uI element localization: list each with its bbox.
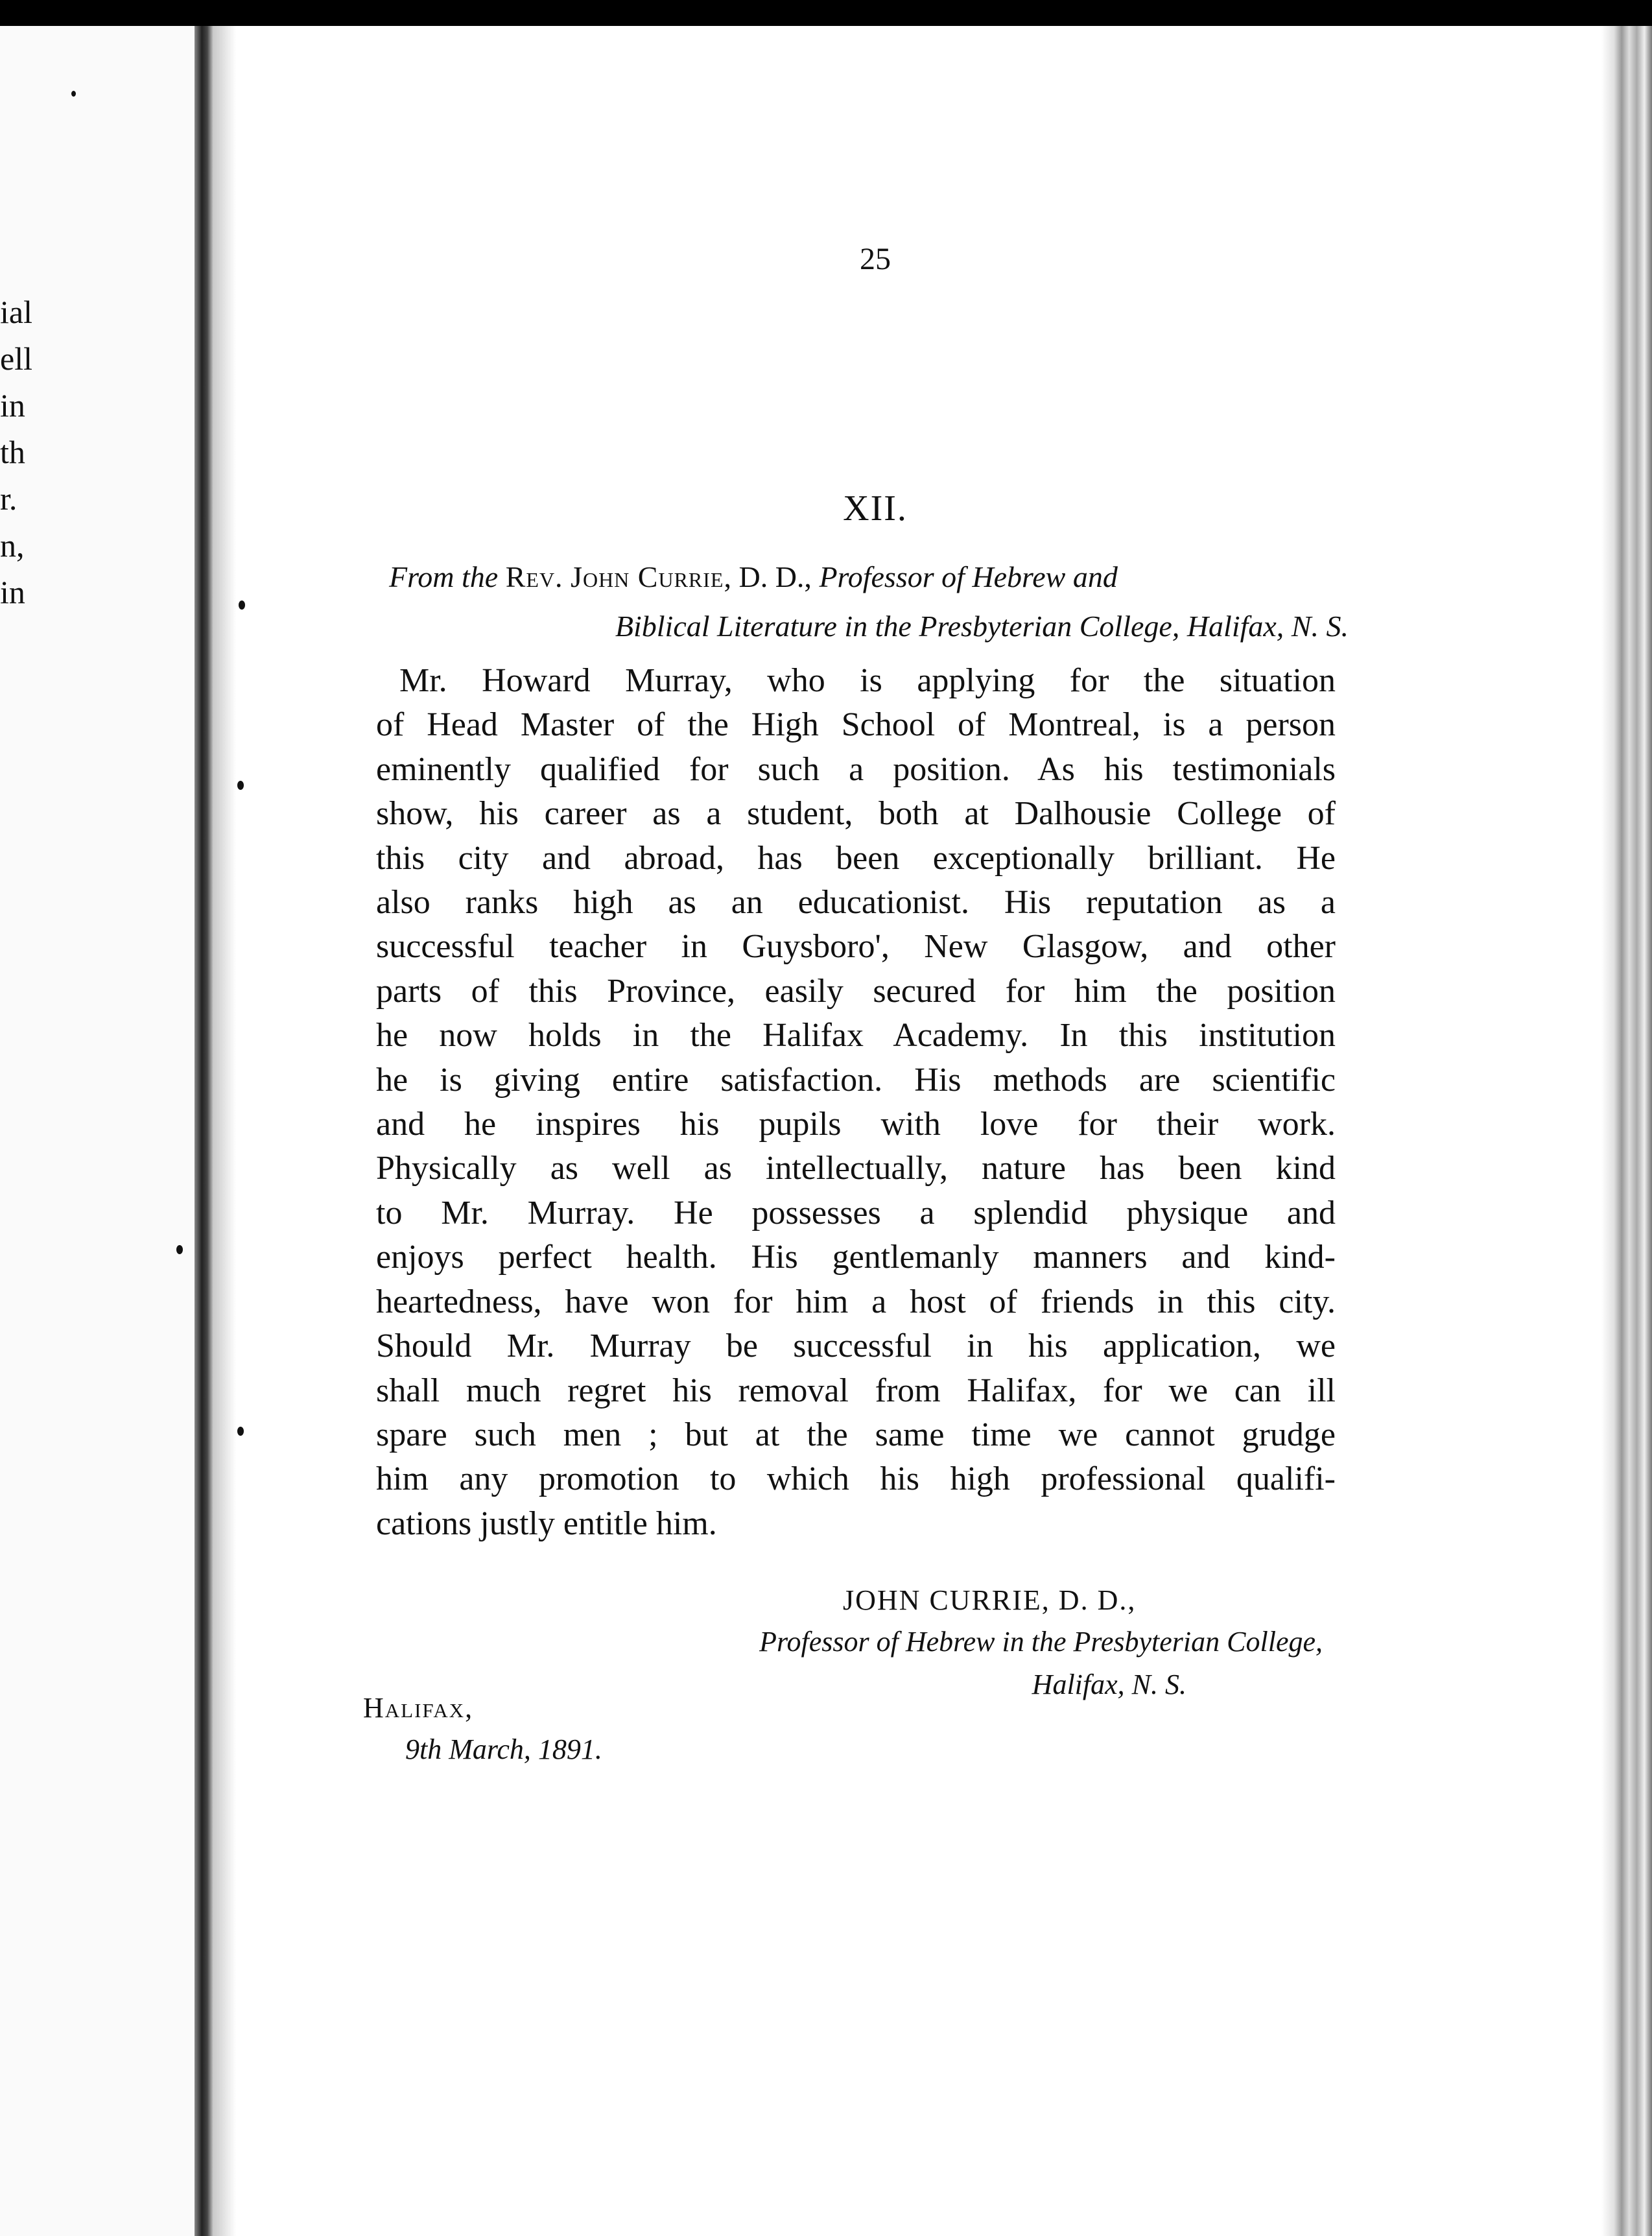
body-line: successful teacher in Guysboro', New Glasgow, and other (376, 928, 1336, 966)
heading-line-1: From the Rev. John Currie, D. D., Professor of Hebrew and (389, 560, 1118, 593)
body-line: Physically as well as intellectually, nature has been kind (376, 1150, 1336, 1187)
body-line: shall much regret his removal from Halifax, for we can ill (376, 1372, 1336, 1409)
letter-date: 9th March, 1891. (405, 1733, 602, 1765)
facing-page-text (0, 289, 39, 615)
body-line: heartedness, have won for him a host of friends in this city. (376, 1283, 1336, 1320)
signature-place: Halifax, N. S. (1032, 1669, 1186, 1700)
body-line: show, his career as a student, both at Dalhousie College of (376, 795, 1336, 833)
letter-heading (389, 553, 1349, 651)
heading-title-1: Professor of Hebrew and (819, 560, 1118, 593)
body-line: of Head Master of the High School of Montreal, is a person (376, 706, 1336, 744)
body-line: to Mr. Murray. He possesses a splendid physique and (376, 1194, 1336, 1231)
signature-title: Professor of Hebrew in the Presbyterian College, (759, 1626, 1323, 1658)
book-gutter (195, 26, 213, 2236)
body-line: him any promotion to which his high professional qualifi- (376, 1460, 1336, 1498)
scan-speck (71, 91, 76, 97)
body-line: parts of this Province, easily secured for him the position (376, 972, 1336, 1010)
body-line: also ranks high as an educationist. His reputation as a (376, 884, 1336, 922)
scan-top-border (0, 0, 1652, 26)
body-line: Should Mr. Murray be successful in his application, we (376, 1327, 1336, 1365)
signature-name: JOHN CURRIE, D. D., (843, 1584, 1137, 1616)
facing-fragment: ell (0, 340, 32, 377)
binding-hole (239, 601, 245, 610)
facing-fragment: n, (0, 527, 25, 564)
body-line: he is giving entire satisfaction. His methods are scientific (376, 1061, 1336, 1099)
body-line: this city and abroad, has been exceptionally brilliant. He (376, 839, 1336, 877)
binding-hole (237, 1427, 244, 1436)
letter-body (376, 659, 1336, 1546)
body-line: spare such men ; but at the same time we cannot grudge (376, 1416, 1336, 1453)
facing-fragment: in (0, 574, 25, 610)
page-number: 25 (860, 242, 891, 276)
heading-rev: Rev. (505, 560, 563, 593)
binding-hole (237, 781, 244, 790)
letter-location: Halifax, (363, 1692, 474, 1724)
facing-fragment: ial (0, 294, 32, 330)
heading-title-2: Biblical Literature in the Presbyterian College, Halifax, N. S. (615, 610, 1349, 643)
body-line: enjoys perfect health. His gentlemanly manners and kind- (376, 1239, 1336, 1276)
heading-prefix: From the (389, 560, 499, 593)
section-number: XII. (843, 488, 908, 529)
heading-author: John Currie (571, 560, 724, 593)
body-line: and he inspires his pupils with love for their work. (376, 1106, 1336, 1143)
facing-fragment: r. (0, 481, 18, 517)
heading-degree: D. D., (738, 560, 812, 593)
page-edge-stack (1601, 26, 1652, 2236)
heading-line-2 (389, 602, 1349, 651)
body-line: cations justly entitle him. (376, 1505, 717, 1542)
body-line: eminently qualified for such a position. As his testimonials (376, 750, 1336, 788)
body-line: he now holds in the Halifax Academy. In this institution (376, 1017, 1336, 1054)
binding-hole (176, 1245, 183, 1254)
facing-fragment: th (0, 434, 25, 470)
body-line: Mr. Howard Murray, who is applying for the situation (399, 662, 1336, 699)
facing-fragment: in (0, 387, 25, 423)
gutter-fade (213, 26, 236, 2236)
